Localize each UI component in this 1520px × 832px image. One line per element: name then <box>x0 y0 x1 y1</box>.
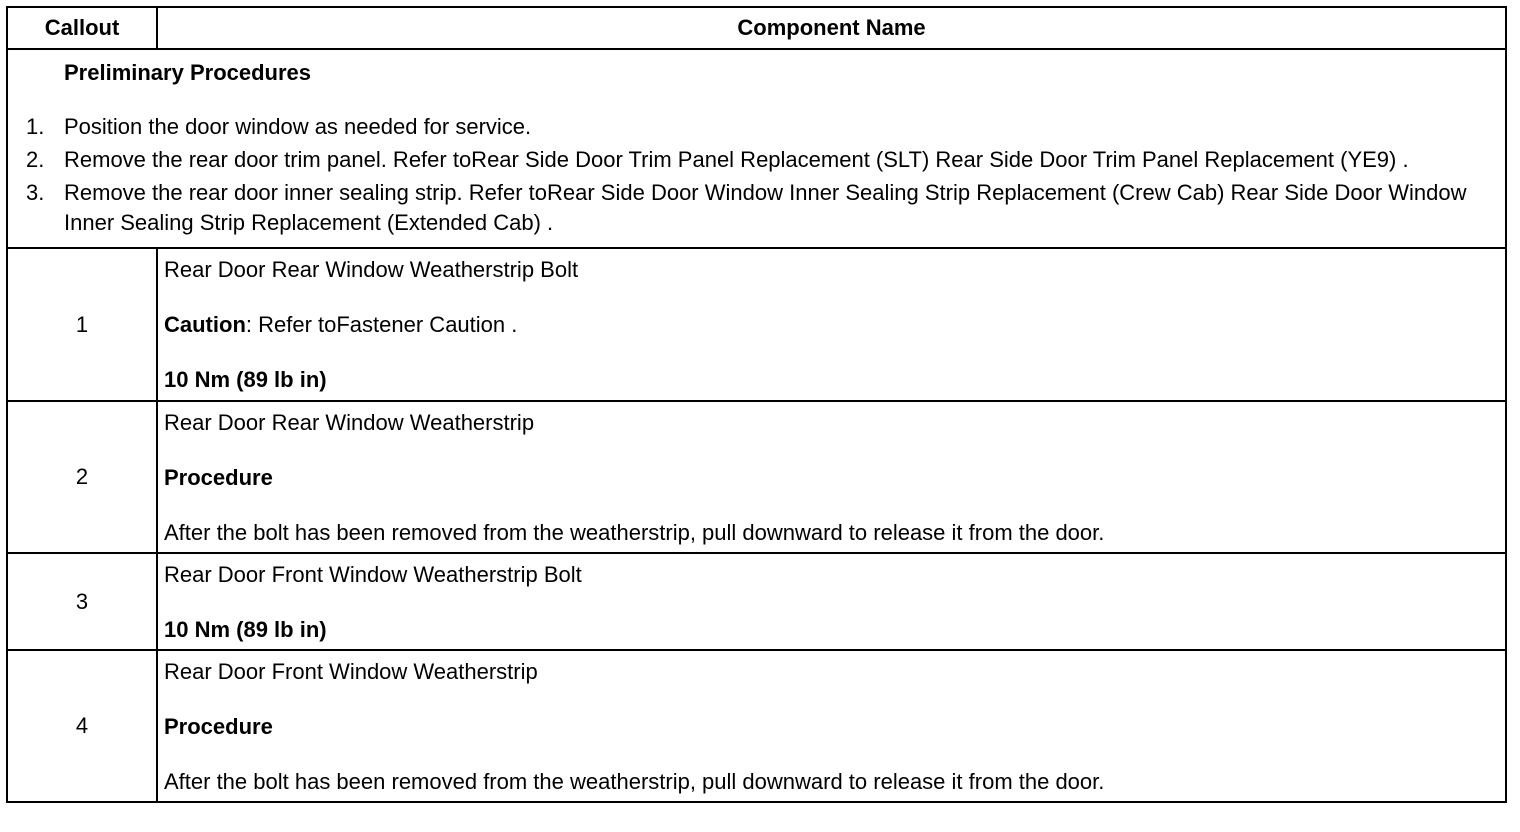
component-name: Rear Door Rear Window Weatherstrip Bolt <box>164 257 579 282</box>
procedure-label: Procedure <box>164 465 273 490</box>
list-item <box>26 178 1499 238</box>
preliminary-title: Preliminary Procedures <box>64 60 312 85</box>
step-text: Remove the rear door inner sealing strip. Refer toRear Side Door Window Inner Sealing Strip Replacement (Crew Cab) Rear Side Door Window Inner Sealing Strip Replacement (Extended Cab) . <box>64 180 1467 235</box>
callout-number: 1 <box>7 248 157 401</box>
preliminary-steps <box>26 112 1499 238</box>
preliminary-row <box>7 49 1506 248</box>
step-number: 2. <box>26 147 45 172</box>
torque-spec: 10 Nm (89 lb in) <box>164 617 327 642</box>
header-row <box>7 7 1506 49</box>
component-cell <box>157 401 1506 553</box>
caution-note <box>164 310 1499 340</box>
header-component-name: Component Name <box>157 7 1506 49</box>
step-number: 1. <box>26 114 45 139</box>
callout-number: 3 <box>7 553 157 650</box>
component-name: Rear Door Rear Window Weatherstrip <box>164 410 535 435</box>
table-row <box>7 553 1506 650</box>
caution-text: : Refer toFastener Caution . <box>245 312 518 337</box>
list-item <box>26 145 1499 175</box>
table-row <box>7 401 1506 553</box>
callout-table <box>6 6 1507 803</box>
torque-spec: 10 Nm (89 lb in) <box>164 367 327 392</box>
table-row <box>7 650 1506 802</box>
callout-number: 4 <box>7 650 157 802</box>
component-cell <box>157 650 1506 802</box>
callout-number: 2 <box>7 401 157 553</box>
procedure-text: After the bolt has been removed from the weatherstrip, pull downward to release it from the door. <box>164 520 1105 545</box>
header-callout: Callout <box>7 7 157 49</box>
step-text: Remove the rear door trim panel. Refer toRear Side Door Trim Panel Replacement (SLT) Rear Side Door Trim Panel Replacement (YE9) . <box>64 147 1409 172</box>
preliminary-cell <box>7 49 1506 248</box>
step-text: Position the door window as needed for service. <box>64 114 532 139</box>
list-item <box>26 112 1499 142</box>
component-name: Rear Door Front Window Weatherstrip Bolt <box>164 562 582 587</box>
procedure-text: After the bolt has been removed from the weatherstrip, pull downward to release it from the door. <box>164 769 1105 794</box>
procedure-label: Procedure <box>164 714 273 739</box>
caution-label: Caution <box>164 312 246 337</box>
component-name: Rear Door Front Window Weatherstrip <box>164 659 538 684</box>
component-cell <box>157 553 1506 650</box>
component-cell <box>157 248 1506 401</box>
table-row <box>7 248 1506 401</box>
step-number: 3. <box>26 180 45 205</box>
